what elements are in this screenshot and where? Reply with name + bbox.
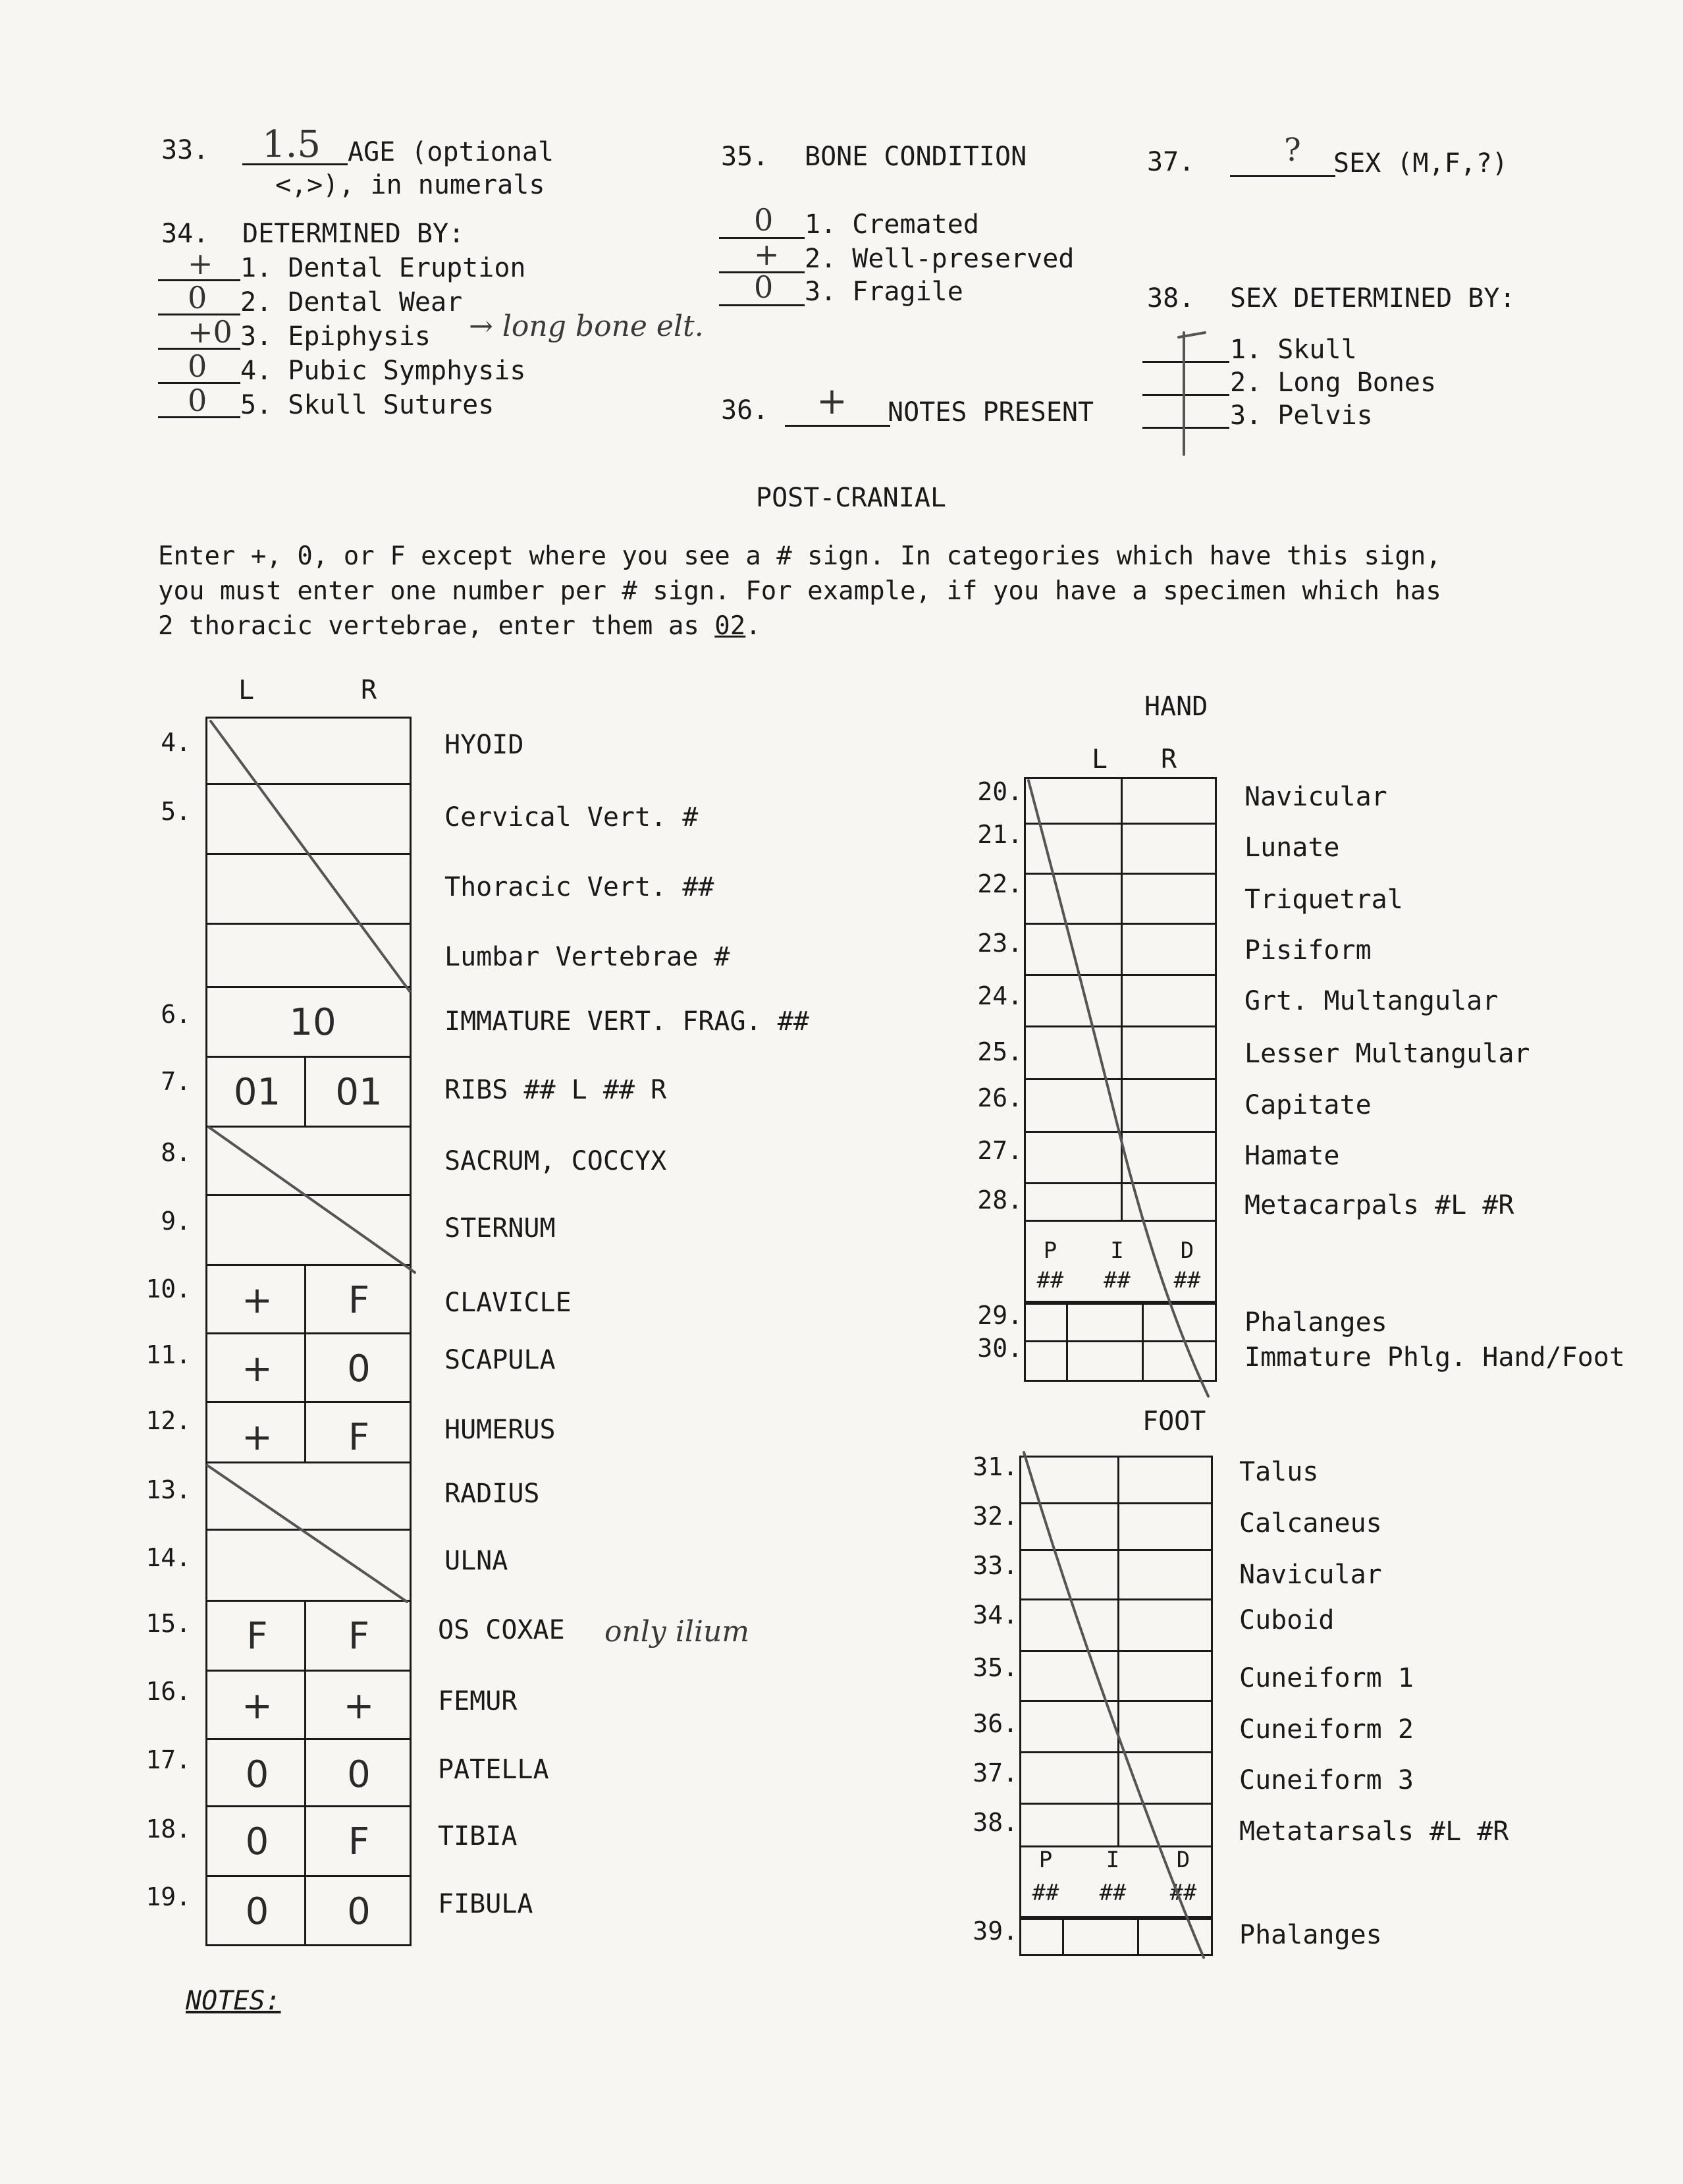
row-label: RADIUS [444,1479,540,1509]
row-number: 18. [146,1815,191,1843]
sex-value: ? [1284,132,1301,169]
row-number: 19. [146,1882,191,1911]
left-value: F [246,1615,268,1658]
determined-option-label: 1. Dental Eruption [240,253,526,283]
q37-number: 37. [1147,147,1195,177]
pid-hash: ## [1032,1880,1059,1906]
determined-option-label: 3. Epiphysis [240,321,431,352]
condition-option-label: 3. Fragile [805,277,963,307]
left-value: 01 [233,1071,281,1114]
notes-label: NOTES: [186,1986,281,2016]
sex-determined-option-label: 2. Long Bones [1230,368,1437,398]
row-label: HYOID [444,730,524,760]
row-label: Lunate [1244,833,1340,863]
row-label: RIBS ## L ## R [444,1075,667,1105]
row-number: 23. [977,929,1023,958]
row-label: SACRUM, COCCYX [444,1146,667,1176]
row-label: ULNA [444,1546,508,1576]
row-label: Calcaneus [1239,1508,1382,1539]
row-label: Metacarpals #L #R [1244,1190,1514,1220]
condition-mark: 0 [754,269,774,305]
condition-option-label: 1. Cremated [805,209,979,240]
sex-determined-option-label: 3. Pelvis [1230,400,1373,431]
row-number: 20. [977,777,1023,806]
row-label: STERNUM [444,1213,556,1243]
left-value: + [242,1279,273,1322]
os-coxae-note: only ilium [604,1615,750,1649]
right-value: F [348,1820,370,1863]
row-label: Triquetral [1244,885,1403,915]
condition-mark: 0 [754,202,774,238]
row-number: 25. [977,1037,1023,1066]
row-number: 8. [161,1138,191,1167]
right-value: F [348,1279,370,1322]
left-value: 10 [289,1001,336,1044]
row-number: 13. [146,1475,191,1504]
sex-label: SEX (M,F,?) [1333,148,1508,178]
left-col-header-l: L [238,675,255,705]
row-label: Lumbar Vertebrae # [444,942,730,972]
strike-through-line [209,1128,415,1272]
row-number: 37. [973,1759,1018,1788]
row-number: 38. [973,1808,1018,1837]
row-number: 34. [973,1600,1018,1629]
condition-option-label: 2. Well-preserved [805,244,1075,274]
row-label: Talus [1239,1457,1319,1487]
determined-mark: 0 [188,383,207,418]
row-number: 36. [973,1709,1018,1738]
left-value: 0 [245,1820,269,1863]
right-value: 0 [347,1890,371,1933]
epiphysis-note: → long bone elt. [469,310,704,343]
row-number: 4. [161,728,191,757]
row-number: 5. [161,797,191,826]
strike-through-line [1028,780,1208,1396]
hand-title: HAND [1144,692,1208,722]
row-number: 39. [973,1917,1018,1946]
pid-hash: ## [1104,1267,1131,1294]
left-col-header-r: R [361,675,377,705]
left-value: 0 [245,1753,269,1796]
pid-hash: ## [1169,1880,1197,1906]
pid-label: I [1106,1847,1120,1873]
instructions-line-2: you must enter one number per # sign. For example, if you have a specimen which has [158,576,1441,606]
row-label: Pisiform [1244,935,1372,966]
determined-option-label: 2. Dental Wear [240,287,463,317]
row-number: 32. [973,1502,1018,1531]
row-number: 14. [146,1543,191,1572]
pid-label: D [1176,1847,1190,1873]
determined-mark: 0 [188,348,207,384]
hand-col-header-r: R [1161,744,1177,775]
example-value: 02 [714,611,746,641]
row-number: 6. [161,1000,191,1029]
row-label: CLAVICLE [444,1288,572,1318]
row-label: HUMERUS [444,1415,556,1445]
row-number: 9. [161,1207,191,1236]
determined-option-label: 5. Skull Sutures [240,390,494,420]
foot-title: FOOT [1142,1406,1206,1436]
row-label: IMMATURE VERT. FRAG. ## [444,1006,809,1037]
row-label: Cuboid [1239,1605,1335,1635]
row-label: Navicular [1244,782,1387,812]
row-number: 26. [977,1083,1023,1112]
row-number: 35. [973,1653,1018,1682]
q35-number: 35. [721,142,769,172]
pid-hash: ## [1099,1880,1127,1906]
condition-mark: + [754,236,780,272]
right-value: F [348,1416,370,1459]
q34-number: 34. [161,219,209,249]
row-number: 12. [146,1406,191,1435]
row-label: Metatarsals #L #R [1239,1816,1509,1847]
left-value: + [242,1348,273,1390]
determined-mark: +0 [188,314,232,350]
strike-through-line [207,1465,407,1602]
left-value: + [242,1685,273,1728]
strike-through-line [211,721,410,991]
row-number: 15. [146,1609,191,1638]
age-label-line2: <,>), in numerals [275,170,545,200]
determined-option-label: 4. Pubic Symphysis [240,356,526,386]
determined-mark: 0 [188,280,207,315]
age-value: 1.5 [262,123,321,166]
pid-label: D [1180,1238,1194,1264]
row-label: Lesser Multangular [1244,1039,1530,1069]
row-label: Cuneiform 3 [1239,1765,1414,1795]
row-number: 29. [977,1301,1023,1330]
row-number: 10. [146,1274,191,1303]
row-label: Hamate [1244,1141,1340,1171]
notes-present-value: + [816,380,847,423]
strike-through-line [1024,1452,1204,1957]
row-number: 7. [161,1067,191,1096]
row-label: FIBULA [438,1889,533,1919]
row-number: 16. [146,1677,191,1706]
right-value: F [348,1615,370,1658]
right-value: 0 [347,1753,371,1796]
row-label: Phalanges [1244,1307,1387,1338]
right-value: 01 [335,1071,383,1114]
row-number: 28. [977,1186,1023,1215]
row-number: 33. [973,1551,1018,1580]
row-label: Phalanges [1239,1920,1382,1950]
right-value: 0 [347,1348,371,1390]
row-label: Cuneiform 2 [1239,1714,1414,1745]
pid-label: P [1043,1238,1057,1264]
row-label: Thoracic Vert. ## [444,872,714,902]
pid-hash: ## [1036,1267,1064,1294]
left-value: + [242,1416,273,1459]
postcranial-title: POST-CRANIAL [756,483,946,513]
determined-mark: + [188,246,213,281]
row-label: TIBIA [438,1821,518,1851]
q33-number: 33. [161,135,209,165]
q36-number: 36. [721,395,769,425]
age-label: AGE (optional [348,137,554,167]
pid-label: I [1110,1238,1124,1264]
q35-title: BONE CONDITION [805,142,1027,172]
q38-number: 38. [1147,283,1195,314]
row-label: Capitate [1244,1090,1372,1120]
instructions-line-3: 2 thoracic vertebrae, enter them as 02. [158,611,761,641]
row-label: Cuneiform 1 [1239,1663,1414,1693]
pid-label: P [1038,1847,1053,1873]
hand-col-header-l: L [1092,744,1108,775]
notes-present-label: NOTES PRESENT [888,397,1094,427]
row-label: OS COXAE [438,1615,565,1645]
row-number: 31. [973,1452,1018,1481]
row-number: 30. [977,1334,1023,1363]
row-number: 27. [977,1136,1023,1165]
pid-hash: ## [1173,1267,1201,1294]
row-label: Immature Phlg. Hand/Foot [1244,1342,1625,1373]
row-number: 21. [977,820,1023,849]
row-number: 24. [977,981,1023,1010]
q38-title: SEX DETERMINED BY: [1230,283,1516,314]
row-label: Grt. Multangular [1244,986,1499,1016]
instructions-line-1: Enter +, 0, or F except where you see a # sign. In categories which have this sign, [158,541,1441,571]
row-label: SCAPULA [444,1345,556,1375]
row-number: 22. [977,869,1023,898]
row-label: Cervical Vert. # [444,802,699,833]
sex-determined-option-label: 1. Skull [1230,335,1357,365]
row-label: FEMUR [438,1686,518,1716]
left-value: 0 [245,1890,269,1933]
right-value: + [343,1685,375,1728]
q34-title: DETERMINED BY: [242,219,465,249]
row-number: 17. [146,1745,191,1774]
row-label: Navicular [1239,1560,1382,1590]
row-label: PATELLA [438,1755,549,1785]
row-number: 11. [146,1340,191,1369]
